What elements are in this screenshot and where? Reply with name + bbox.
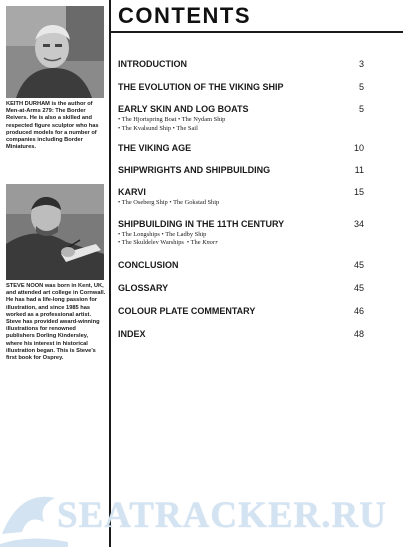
author-photo bbox=[6, 6, 104, 98]
toc-subheadings bbox=[118, 116, 364, 133]
toc-entry bbox=[118, 58, 364, 70]
toc-heading: CONCLUSION bbox=[118, 259, 179, 270]
toc-subheadings bbox=[118, 231, 364, 248]
toc-heading: SHIPBUILDING IN THE 11TH CENTURY bbox=[118, 218, 285, 229]
page-title: CONTENTS bbox=[118, 3, 251, 28]
toc-subheading: • The Skuldelev Warships bbox=[118, 239, 184, 247]
toc-page-number: 45 bbox=[353, 282, 364, 293]
toc-heading: KARVI bbox=[118, 187, 146, 198]
author-bio: KEITH DURHAM is the author of Men-at-Arms 279: The Border Reivers. He is also a skilled and respected figure sculptor who has produced models for a number of companies including Border Miniatures. bbox=[6, 101, 99, 151]
toc-entry bbox=[118, 218, 364, 248]
watermark-text: SEATRACKER.RU bbox=[57, 495, 387, 536]
toc-entry bbox=[118, 103, 364, 133]
toc-subheadings bbox=[118, 199, 364, 208]
toc-heading: EARLY SKIN AND LOG BOATS bbox=[118, 104, 249, 114]
toc-entry bbox=[118, 328, 364, 340]
toc-subheading: • The Knorr bbox=[186, 239, 218, 247]
toc-subheading: • The Oseberg Ship • The Gokstad Ship bbox=[118, 199, 220, 207]
toc-heading: COLOUR PLATE COMMENTARY bbox=[118, 305, 256, 316]
title-underline bbox=[111, 31, 403, 33]
illustrator-bio: STEVE NOON was born in Kent, UK, and attended art college in Cornwall. He has had a life-long passion for illustration, and since 1985 has worked as a professional artist. Steve has provided award-winning illustrations for renowned publishers Dorling Kindersley, where his interest in historical illustration began. This is Steve's first book for Osprey. bbox=[6, 283, 106, 362]
toc-heading: THE EVOLUTION OF THE VIKING SHIP bbox=[118, 82, 284, 92]
toc-entry bbox=[118, 164, 364, 176]
toc-page-number: 45 bbox=[353, 259, 364, 270]
toc-page-number: 11 bbox=[354, 165, 364, 176]
toc-page-number: 5 bbox=[358, 104, 364, 114]
toc-subheading: • The Hjortspring Boat • The Nydam Ship bbox=[118, 116, 226, 123]
vertical-divider bbox=[109, 0, 111, 547]
toc-heading: SHIPWRIGHTS AND SHIPBUILDING bbox=[118, 165, 271, 176]
toc-heading: INDEX bbox=[118, 328, 146, 339]
toc-page-number: 5 bbox=[358, 82, 364, 92]
toc-entry bbox=[118, 259, 364, 271]
toc-entry bbox=[118, 186, 364, 208]
toc-entry bbox=[118, 81, 364, 93]
toc-page-number: 3 bbox=[358, 59, 364, 69]
illustrator-photo bbox=[6, 184, 104, 280]
toc-heading: INTRODUCTION bbox=[118, 59, 187, 69]
toc-page-number: 15 bbox=[353, 187, 364, 198]
toc-entry bbox=[118, 142, 364, 154]
toc-entry bbox=[118, 305, 364, 317]
toc-heading: THE VIKING AGE bbox=[118, 143, 192, 154]
toc-subheading: • The Kvalsund Ship • The Sail bbox=[118, 124, 198, 132]
toc-entry bbox=[118, 282, 364, 294]
toc-subheading: • The Longships • The Ladby Ship bbox=[118, 230, 207, 238]
contributors-sidebar bbox=[0, 0, 108, 547]
toc-page-number: 34 bbox=[353, 218, 364, 229]
toc-page-number: 46 bbox=[353, 305, 364, 316]
watermark bbox=[0, 484, 403, 547]
toc-page-number: 10 bbox=[353, 143, 364, 154]
toc-heading: GLOSSARY bbox=[118, 282, 169, 293]
toc-page-number: 48 bbox=[353, 328, 364, 339]
table-of-contents bbox=[118, 48, 364, 340]
